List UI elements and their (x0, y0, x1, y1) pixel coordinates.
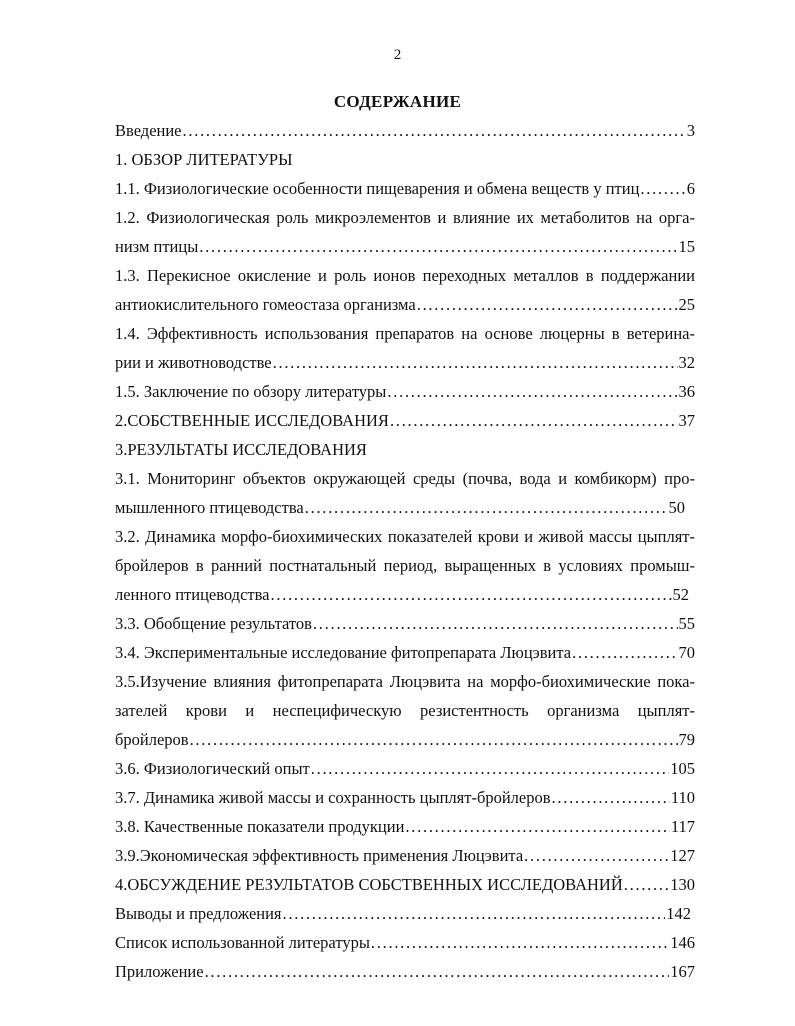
toc-entry-page: 146 (670, 933, 695, 952)
toc-entry-page: 105 (670, 759, 695, 778)
toc-entry-title-cont: мышленного птицеводства (115, 498, 304, 517)
toc-entry-3-5-cont1[interactable] (115, 698, 695, 724)
dot-leader (271, 582, 672, 608)
toc-entry-page: 117 (670, 817, 695, 836)
toc-entry-title-cont: бройлеров (115, 730, 189, 749)
toc-entry-page: 25 (678, 295, 695, 314)
toc-entry-page: 142 (666, 904, 691, 923)
dot-leader (371, 930, 669, 956)
dot-leader (524, 843, 669, 869)
toc-entry-3-9[interactable] (115, 843, 695, 869)
dot-leader (199, 234, 677, 260)
dot-leader (190, 727, 678, 753)
toc-entry-3-4[interactable] (115, 640, 695, 666)
dot-leader (311, 756, 670, 782)
toc-entry-title: 3.3. Обобщение результатов (115, 614, 312, 633)
dot-leader (624, 872, 669, 898)
dot-leader (387, 379, 677, 405)
toc-entry-introduction[interactable] (115, 118, 695, 144)
toc-entry-title-cont: низм птицы (115, 237, 199, 256)
dot-leader (183, 118, 686, 144)
toc-entry-1-1[interactable] (115, 176, 695, 202)
toc-entry-title-cont: бройлеров в ранний постнатальный период, выращенных в условиях промыш- (115, 556, 695, 575)
toc-entry-1-4[interactable] (115, 321, 695, 347)
toc-entry-title: 2.СОБСТВЕННЫЕ ИССЛЕДОВАНИЯ (115, 411, 389, 430)
toc-entry-page: 6 (686, 179, 695, 198)
toc-entry-1-2-cont[interactable] (115, 234, 695, 260)
toc-entry-title: 1.1. Физиологические особенности пищеварения и обмена веществ у птиц (115, 179, 640, 198)
toc-entry-title: Приложение (115, 962, 204, 981)
toc-entry-page: 79 (678, 730, 695, 749)
toc-entry-3-7[interactable] (115, 785, 695, 811)
toc-entry-title: 3.1. Мониторинг объектов окружающей среды (почва, вода и комбикорм) про- (115, 469, 695, 488)
toc-entry-title: Введение (115, 121, 182, 140)
toc-entry-title: 3.5.Изучение влияния фитопрепарата Люцэвита на морфо-биохимические пока- (115, 672, 695, 691)
toc-entry-title: 3.7. Динамика живой массы и сохранность цыплят-бройлеров (115, 788, 551, 807)
toc-entry-3-1-cont[interactable] (115, 495, 685, 521)
toc-entry-title: 1.3. Перекисное окисление и роль ионов переходных металлов в поддержании (115, 266, 695, 285)
toc-entry-title: 1.5. Заключение по обзору литературы (115, 382, 387, 401)
toc-entry-title-cont: рии и животноводстве (115, 353, 272, 372)
toc-entry-title: 4.ОБСУЖДЕНИЕ РЕЗУЛЬТАТОВ СОБСТВЕННЫХ ИССЛЕДОВАНИЙ (115, 875, 623, 894)
dot-leader (313, 611, 678, 637)
toc-entry-page: 167 (670, 962, 695, 981)
toc-entry-3-2-cont1[interactable] (115, 553, 695, 579)
toc-section-literature-review[interactable] (115, 147, 695, 173)
toc-entry-title: 3.2. Динамика морфо-биохимических показателей крови и живой массы цыплят- (115, 527, 695, 546)
toc-section-discussion[interactable] (115, 872, 695, 898)
toc-entry-page: 37 (678, 411, 695, 430)
dot-leader (305, 495, 668, 521)
toc-entry-bibliography[interactable] (115, 930, 695, 956)
toc-entry-1-2[interactable] (115, 205, 695, 231)
toc-entry-3-3[interactable] (115, 611, 695, 637)
toc-entry-page: 3 (686, 121, 695, 140)
toc-entry-3-5-cont[interactable] (115, 727, 695, 753)
toc-entry-page: 110 (670, 788, 695, 807)
toc-entry-page: 32 (678, 353, 695, 372)
toc-entry-title-cont: ленного птицеводства (115, 585, 270, 604)
toc-entry-1-5[interactable] (115, 379, 695, 405)
toc-entry-title: 3.6. Физиологический опыт (115, 759, 310, 778)
toc-entry-3-2[interactable] (115, 524, 695, 550)
toc-entry-3-6[interactable] (115, 756, 695, 782)
toc-entry-1-3[interactable] (115, 263, 695, 289)
toc-entry-title: 3.4. Экспериментальные исследование фитопрепарата Люцэвита (115, 643, 572, 662)
toc-entry-title: 3.9.Экономическая эффективность применения Люцэвита (115, 846, 524, 865)
dot-leader (205, 959, 670, 985)
toc-entry-page: 36 (678, 382, 695, 401)
toc-entry-page: 130 (670, 875, 695, 894)
toc-section-results[interactable] (115, 437, 695, 463)
page-title: СОДЕРЖАНИЕ (333, 92, 462, 111)
dot-leader (417, 292, 678, 318)
dot-leader (405, 814, 669, 840)
page-number: 2 (393, 47, 402, 63)
toc-entry-page: 70 (678, 643, 695, 662)
toc-entry-page: 50 (668, 498, 685, 517)
toc-entry-page: 52 (672, 585, 689, 604)
dot-leader (552, 785, 670, 811)
toc-entry-page: 55 (678, 614, 695, 633)
toc-entry-title-cont: зателей крови и неспецифическую резистентность организма цыплят- (115, 701, 695, 720)
toc-entry-title-cont: антиокислительного гомеостаза организма (115, 295, 416, 314)
toc-entry-3-2-cont[interactable] (115, 582, 689, 608)
toc-entry-title: 1.4. Эффективность использования препаратов на основе люцерны в ветерина- (115, 324, 695, 343)
dot-leader (572, 640, 677, 666)
dot-leader (283, 901, 666, 927)
dot-leader (273, 350, 678, 376)
toc-entry-3-1[interactable] (115, 466, 695, 492)
toc-entry-page: 127 (670, 846, 695, 865)
dot-leader (640, 176, 685, 202)
toc-entry-title: 1.2. Физиологическая роль микроэлементов и влияние их метаболитов на орга- (115, 208, 695, 227)
toc-entry-conclusions[interactable] (115, 901, 691, 927)
toc-entry-title: 3.РЕЗУЛЬТАТЫ ИССЛЕДОВАНИЯ (115, 440, 367, 459)
toc-entry-3-5[interactable] (115, 669, 695, 695)
toc-entry-title: Список использованной литературы (115, 933, 370, 952)
toc-entry-page: 15 (678, 237, 695, 256)
toc-entry-3-8[interactable] (115, 814, 695, 840)
toc-entry-1-3-cont[interactable] (115, 292, 695, 318)
toc-entry-1-4-cont[interactable] (115, 350, 695, 376)
toc-entry-title: 3.8. Качественные показатели продукции (115, 817, 405, 836)
toc-section-own-research[interactable] (115, 408, 695, 434)
dot-leader (390, 408, 678, 434)
toc-entry-title: 1. ОБЗОР ЛИТЕРАТУРЫ (115, 150, 293, 169)
toc-entry-appendix[interactable] (115, 959, 695, 985)
toc-entry-title: Выводы и предложения (115, 904, 282, 923)
